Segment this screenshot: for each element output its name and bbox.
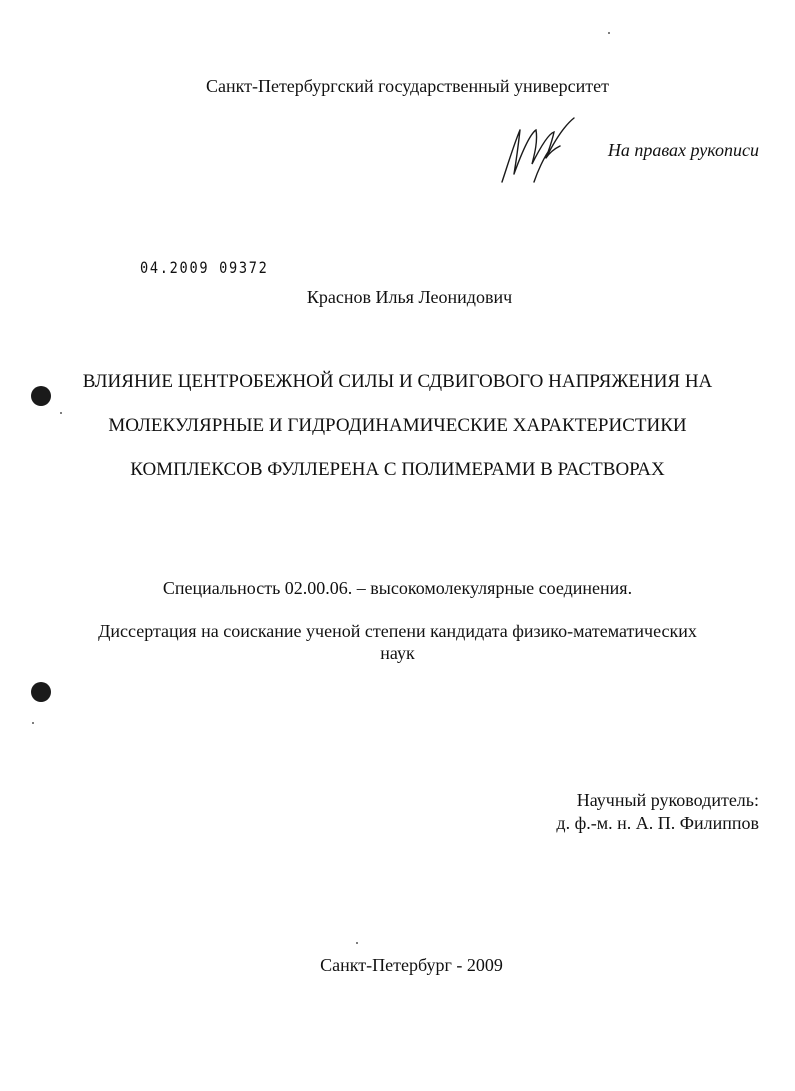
degree-line-2: наук [380,643,415,663]
degree-line-1: Диссертация на соискание ученой степени кандидата физико-математических [98,621,697,641]
specialty: Специальность 02.00.06. – высокомолекулярные соединения. [162,578,633,598]
author-name: Краснов Илья Леонидович [306,287,513,307]
title-line-2: МОЛЕКУЛЯРНЫЕ И ГИДРОДИНАМИЧЕСКИЕ ХАРАКТЕРИСТИКИ [108,415,687,436]
rights-note: На правах рукописи [607,140,759,160]
archive-number: 04.2009 09372 [140,258,269,277]
title-line-1: ВЛИЯНИЕ ЦЕНТРОБЕЖНОЙ СИЛЫ И СДВИГОВОГО НАПРЯЖЕНИЯ НА [82,371,713,392]
scan-speck [32,722,34,724]
degree-statement [0,620,795,664]
city-year: Санкт-Петербург - 2009 [320,955,503,975]
supervisor-label: Научный руководитель: [576,790,759,810]
dissertation-title [0,360,795,492]
scan-speck [60,412,62,414]
title-line-3: КОМПЛЕКСОВ ФУЛЛЕРЕНА С ПОЛИМЕРАМИ В РАСТВОРАХ [130,459,665,480]
scan-speck [356,942,358,944]
scan-speck [608,32,610,34]
punch-hole [31,386,51,406]
university-name: Санкт-Петербургский государственный университет [205,76,610,96]
supervisor-block [556,789,759,835]
supervisor-name: д. ф.-м. н. А. П. Филиппов [556,813,759,833]
punch-hole [31,682,51,702]
signature [494,112,584,187]
